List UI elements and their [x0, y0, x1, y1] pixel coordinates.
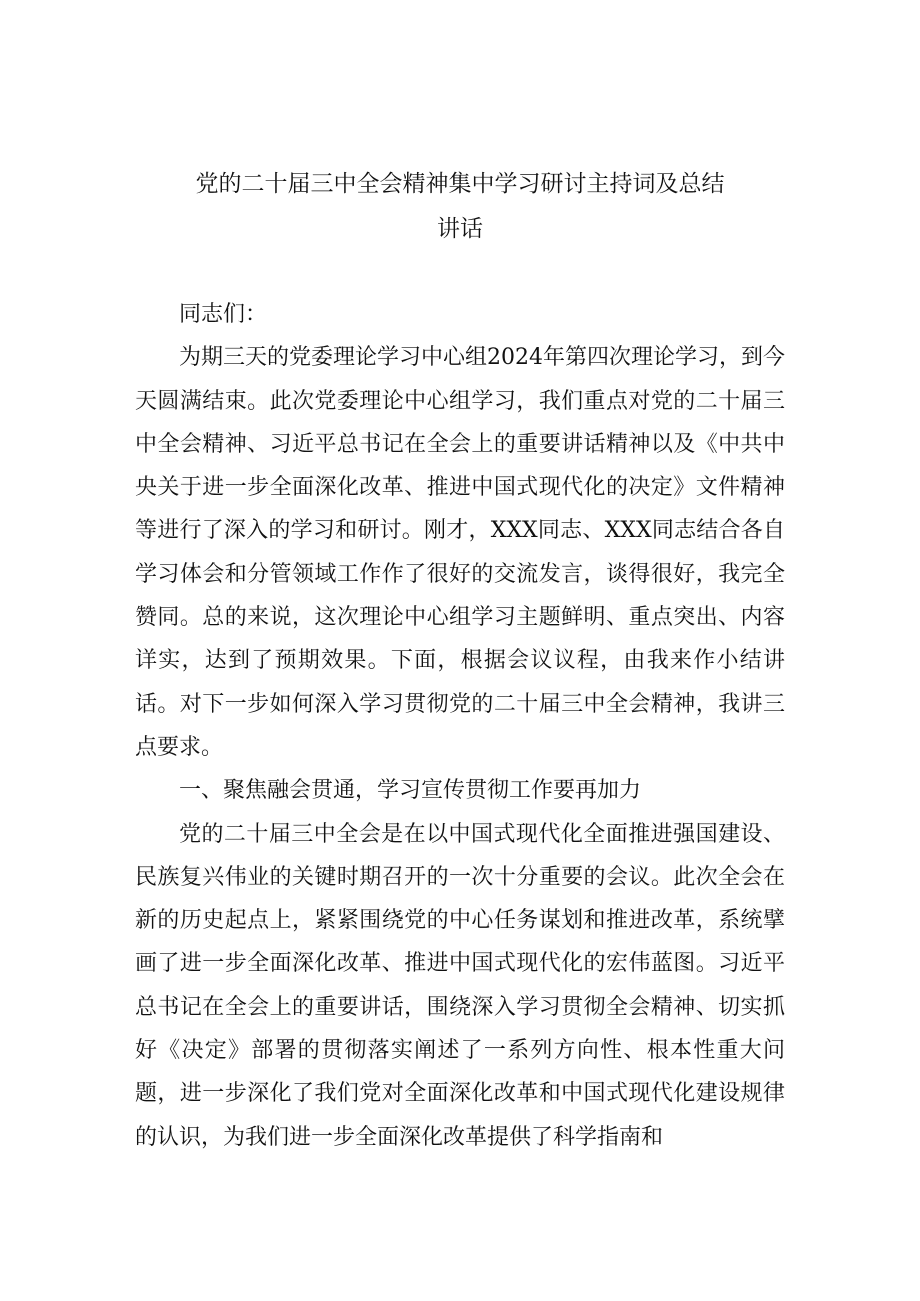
section-heading-1: 一、聚焦融会贯通，学习宣传贯彻工作要再加力 [179, 778, 642, 804]
document-title-line-1: 党的二十届三中全会精神集中学习研讨主持词及总结 [195, 171, 725, 197]
paragraph-1: 为期三天的党委理论学习中心组2024年第四次理论学习，到今天圆满结束。此次党委理论中心组学习，我们重点对党的二十届三中全会精神、习近平总书记在全会上的重要讲话精神以及《中共中央关于进一步全面深化改革、推进中国式现代化的决定》文件精神等进行了深入的学习和研讨。刚才，XXX同志、XXX同志结合各自学习体会和分管领域工作作了很好的交流发言，谈得很好，我完全赞同。总的来说，这次理论中心组学习主题鲜明、重点突出、内容详实，达到了预期效果。下面，根据会议议程，由我来作小结讲话。对下一步如何深入学习贯彻党的二十届三中全会精神，我讲三点要求。 [135, 345, 785, 760]
document-body [135, 293, 785, 1159]
paragraph-2: 党的二十届三中全会是在以中国式现代化全面推进强国建设、民族复兴伟业的关键时期召开的一次十分重要的会议。此次全会在新的历史起点上，紧紧围绕党的中心任务谋划和推进改革，系统擘画了进一步全面深化改革、推进中国式现代化的宏伟蓝图。习近平总书记在全会上的重要讲话，围绕深入学习贯彻全会精神、切实抓好《决定》部署的贯彻落实阐述了一系列方向性、根本性重大问题，进一步深化了我们党对全面深化改革和中国式现代化建设规律的认识，为我们进一步全面深化改革提供了科学指南和 [135, 821, 785, 1150]
salutation: 同志们： [179, 302, 268, 327]
document-title-line-2: 讲话 [437, 216, 483, 242]
